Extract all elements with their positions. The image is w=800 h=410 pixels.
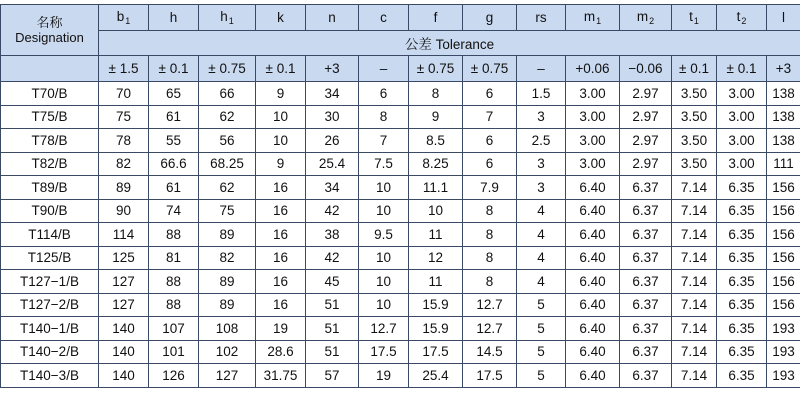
- value-cell: 6.37: [620, 340, 672, 364]
- value-cell: 81: [149, 246, 199, 270]
- value-cell: 34: [306, 176, 359, 200]
- designation-cell: T140−1/B: [1, 317, 99, 341]
- value-cell: 6.37: [620, 270, 672, 294]
- value-cell: 140: [99, 317, 149, 341]
- value-cell: 61: [149, 176, 199, 200]
- tolerance-cell: ± 0.75: [409, 56, 463, 82]
- value-cell: 3.00: [566, 82, 620, 106]
- value-cell: 17.5: [463, 364, 517, 388]
- value-cell: 7.14: [672, 223, 717, 247]
- value-cell: 6.40: [566, 246, 620, 270]
- value-cell: 3: [517, 152, 566, 176]
- designation-cell: T78/B: [1, 129, 99, 153]
- value-cell: 138: [767, 129, 800, 153]
- designation-cell: T125/B: [1, 246, 99, 270]
- designation-cell: T70/B: [1, 82, 99, 106]
- value-cell: 4: [517, 199, 566, 223]
- value-cell: 3.00: [566, 105, 620, 129]
- value-cell: 6.37: [620, 199, 672, 223]
- value-cell: 15.9: [409, 317, 463, 341]
- table-row: [1, 340, 800, 364]
- value-cell: 28.6: [256, 340, 306, 364]
- header-tolerance-row: [1, 56, 800, 82]
- value-cell: 10: [359, 176, 409, 200]
- designation-cell: T140−2/B: [1, 340, 99, 364]
- value-cell: 7: [359, 129, 409, 153]
- column-symbol: h: [220, 9, 228, 24]
- column-symbol: t: [736, 9, 741, 24]
- value-cell: 68.25: [199, 152, 256, 176]
- value-cell: 8: [463, 223, 517, 247]
- value-cell: 16: [256, 199, 306, 223]
- value-cell: 6: [359, 82, 409, 106]
- value-cell: 89: [199, 293, 256, 317]
- value-cell: 9: [409, 105, 463, 129]
- value-cell: 5: [517, 340, 566, 364]
- value-cell: 61: [149, 105, 199, 129]
- table-body: [1, 82, 800, 388]
- value-cell: 156: [767, 246, 800, 270]
- spec-table: [0, 4, 800, 388]
- value-cell: 16: [256, 223, 306, 247]
- column-header-c: [359, 5, 409, 31]
- value-cell: 6.37: [620, 364, 672, 388]
- value-cell: 17.5: [359, 340, 409, 364]
- value-cell: 19: [256, 317, 306, 341]
- designation-cell: T90/B: [1, 199, 99, 223]
- value-cell: 90: [99, 199, 149, 223]
- value-cell: 74: [149, 199, 199, 223]
- value-cell: 56: [199, 129, 256, 153]
- column-symbol: t: [689, 9, 693, 24]
- value-cell: 101: [149, 340, 199, 364]
- column-header-h1: [199, 5, 256, 31]
- value-cell: 2.97: [620, 129, 672, 153]
- table-row: [1, 246, 800, 270]
- value-cell: 82: [199, 246, 256, 270]
- value-cell: 6.40: [566, 317, 620, 341]
- designation-cell: T140−3/B: [1, 364, 99, 388]
- designation-cell: T75/B: [1, 105, 99, 129]
- table-row: [1, 223, 800, 247]
- column-symbol: k: [277, 10, 284, 25]
- value-cell: 8: [463, 270, 517, 294]
- value-cell: 45: [306, 270, 359, 294]
- value-cell: 6.37: [620, 317, 672, 341]
- column-header-t2: [717, 5, 767, 31]
- value-cell: 8: [463, 199, 517, 223]
- designation-cn: 名称: [36, 15, 63, 30]
- value-cell: 6.40: [566, 199, 620, 223]
- value-cell: 15.9: [409, 293, 463, 317]
- table-row: [1, 364, 800, 388]
- value-cell: 10: [359, 293, 409, 317]
- table-row: [1, 129, 800, 153]
- value-cell: 8: [463, 246, 517, 270]
- value-cell: 6.35: [717, 246, 767, 270]
- value-cell: 25.4: [409, 364, 463, 388]
- value-cell: 7.9: [463, 176, 517, 200]
- value-cell: 3.50: [672, 129, 717, 153]
- value-cell: 12: [409, 246, 463, 270]
- column-header-rs: [517, 5, 566, 31]
- value-cell: 25.4: [306, 152, 359, 176]
- header-symbol-row: [1, 5, 800, 31]
- column-subscript: 1: [228, 16, 234, 26]
- value-cell: 89: [99, 176, 149, 200]
- value-cell: 6.37: [620, 293, 672, 317]
- value-cell: 6.35: [717, 317, 767, 341]
- value-cell: 9.5: [359, 223, 409, 247]
- value-cell: 4: [517, 246, 566, 270]
- tolerance-cell: –: [517, 56, 566, 82]
- value-cell: 6.35: [717, 176, 767, 200]
- tolerance-cell: ± 0.1: [672, 56, 717, 82]
- value-cell: 3.50: [672, 105, 717, 129]
- designation-en: Designation: [15, 30, 84, 45]
- value-cell: 156: [767, 223, 800, 247]
- value-cell: 140: [99, 340, 149, 364]
- table-row: [1, 293, 800, 317]
- tolerance-cell: ± 0.75: [199, 56, 256, 82]
- value-cell: 3: [517, 176, 566, 200]
- column-symbol: l: [782, 10, 785, 25]
- designation-header-cell: [1, 5, 99, 56]
- column-header-b1: [99, 5, 149, 31]
- value-cell: 127: [99, 293, 149, 317]
- table-row: [1, 176, 800, 200]
- column-symbol: n: [328, 10, 336, 25]
- value-cell: 4: [517, 270, 566, 294]
- value-cell: 12.7: [463, 293, 517, 317]
- value-cell: 8.25: [409, 152, 463, 176]
- value-cell: 51: [306, 340, 359, 364]
- value-cell: 62: [199, 176, 256, 200]
- value-cell: 16: [256, 246, 306, 270]
- value-cell: 193: [767, 340, 800, 364]
- value-cell: 3.50: [672, 152, 717, 176]
- value-cell: 34: [306, 82, 359, 106]
- value-cell: 7.5: [359, 152, 409, 176]
- value-cell: 66: [199, 82, 256, 106]
- value-cell: 10: [359, 246, 409, 270]
- tolerance-cell: −0.06: [620, 56, 672, 82]
- column-header-n: [306, 5, 359, 31]
- tolerance-cell: ± 1.5: [99, 56, 149, 82]
- value-cell: 51: [306, 317, 359, 341]
- value-cell: 65: [149, 82, 199, 106]
- value-cell: 6.40: [566, 176, 620, 200]
- column-header-l: [767, 5, 800, 31]
- value-cell: 7.14: [672, 317, 717, 341]
- value-cell: 9: [256, 82, 306, 106]
- value-cell: 5: [517, 364, 566, 388]
- tolerance-cell: ± 0.1: [149, 56, 199, 82]
- header-tolerance-caption-row: [1, 31, 800, 56]
- value-cell: 7: [463, 105, 517, 129]
- value-cell: 102: [199, 340, 256, 364]
- column-header-m1: [566, 5, 620, 31]
- value-cell: 6.40: [566, 270, 620, 294]
- value-cell: 62: [199, 105, 256, 129]
- value-cell: 57: [306, 364, 359, 388]
- value-cell: 6.40: [566, 364, 620, 388]
- value-cell: 138: [767, 82, 800, 106]
- value-cell: 75: [99, 105, 149, 129]
- value-cell: 5: [517, 293, 566, 317]
- column-symbol: m: [583, 9, 596, 24]
- column-subscript: 1: [125, 16, 131, 26]
- column-header-t1: [672, 5, 717, 31]
- value-cell: 3: [517, 105, 566, 129]
- column-symbol: h: [169, 10, 178, 25]
- column-symbol: b: [116, 9, 125, 24]
- value-cell: 6.35: [717, 223, 767, 247]
- value-cell: 6.35: [717, 340, 767, 364]
- value-cell: 17.5: [409, 340, 463, 364]
- tolerance-cell: ± 0.75: [463, 56, 517, 82]
- value-cell: 6.35: [717, 270, 767, 294]
- table-row: [1, 199, 800, 223]
- value-cell: 16: [256, 270, 306, 294]
- tolerance-cell: +3: [306, 56, 359, 82]
- column-header-h: [149, 5, 199, 31]
- value-cell: 3.50: [672, 82, 717, 106]
- column-symbol: g: [485, 10, 494, 25]
- table-row: [1, 105, 800, 129]
- value-cell: 70: [99, 82, 149, 106]
- column-symbol: rs: [535, 10, 547, 25]
- value-cell: 42: [306, 246, 359, 270]
- value-cell: 6.35: [717, 199, 767, 223]
- tolerance-cell: –: [359, 56, 409, 82]
- value-cell: 6.40: [566, 223, 620, 247]
- value-cell: 1.5: [517, 82, 566, 106]
- value-cell: 42: [306, 199, 359, 223]
- value-cell: 6.37: [620, 246, 672, 270]
- column-subscript: 1: [693, 16, 699, 26]
- value-cell: 125: [99, 246, 149, 270]
- tolerance-cell: ± 0.1: [717, 56, 767, 82]
- value-cell: 107: [149, 317, 199, 341]
- designation-cell: T89/B: [1, 176, 99, 200]
- value-cell: 12.7: [359, 317, 409, 341]
- value-cell: 6: [463, 82, 517, 106]
- value-cell: 78: [99, 129, 149, 153]
- column-subscript: 2: [741, 16, 747, 26]
- value-cell: 3.00: [717, 129, 767, 153]
- value-cell: 114: [99, 223, 149, 247]
- value-cell: 2.97: [620, 152, 672, 176]
- designation-cell: T82/B: [1, 152, 99, 176]
- value-cell: 11: [409, 270, 463, 294]
- value-cell: 2.97: [620, 105, 672, 129]
- value-cell: 10: [256, 129, 306, 153]
- value-cell: 51: [306, 293, 359, 317]
- column-subscript: 1: [596, 16, 602, 26]
- value-cell: 3.00: [717, 105, 767, 129]
- value-cell: 10: [256, 105, 306, 129]
- value-cell: 19: [359, 364, 409, 388]
- value-cell: 7.14: [672, 293, 717, 317]
- value-cell: 11.1: [409, 176, 463, 200]
- value-cell: 127: [99, 270, 149, 294]
- designation-cell: T127−1/B: [1, 270, 99, 294]
- value-cell: 2.97: [620, 82, 672, 106]
- column-subscript: 2: [649, 16, 655, 26]
- value-cell: 6: [463, 129, 517, 153]
- value-cell: 4: [517, 223, 566, 247]
- value-cell: 8: [359, 105, 409, 129]
- value-cell: 26: [306, 129, 359, 153]
- value-cell: 3.00: [717, 82, 767, 106]
- value-cell: 5: [517, 317, 566, 341]
- tolerance-cell: +3: [767, 56, 800, 82]
- value-cell: 11: [409, 223, 463, 247]
- value-cell: 12.7: [463, 317, 517, 341]
- value-cell: 55: [149, 129, 199, 153]
- value-cell: 3.00: [566, 152, 620, 176]
- column-header-m2: [620, 5, 672, 31]
- table-header: [1, 5, 800, 82]
- column-symbol: m: [636, 9, 649, 24]
- value-cell: 193: [767, 317, 800, 341]
- value-cell: 75: [199, 199, 256, 223]
- value-cell: 30: [306, 105, 359, 129]
- value-cell: 9: [256, 152, 306, 176]
- value-cell: 3.00: [717, 152, 767, 176]
- value-cell: 82: [99, 152, 149, 176]
- value-cell: 6.37: [620, 176, 672, 200]
- value-cell: 66.6: [149, 152, 199, 176]
- value-cell: 108: [199, 317, 256, 341]
- tolerance-row-blank: [1, 56, 99, 82]
- value-cell: 140: [99, 364, 149, 388]
- value-cell: 89: [199, 223, 256, 247]
- value-cell: 156: [767, 176, 800, 200]
- value-cell: 126: [149, 364, 199, 388]
- value-cell: 88: [149, 223, 199, 247]
- designation-cell: T114/B: [1, 223, 99, 247]
- value-cell: 156: [767, 199, 800, 223]
- column-header-g: [463, 5, 517, 31]
- value-cell: 38: [306, 223, 359, 247]
- value-cell: 7.14: [672, 340, 717, 364]
- value-cell: 6: [463, 152, 517, 176]
- column-header-f: [409, 5, 463, 31]
- column-symbol: c: [380, 10, 387, 25]
- value-cell: 156: [767, 293, 800, 317]
- value-cell: 10: [359, 270, 409, 294]
- value-cell: 8: [409, 82, 463, 106]
- designation-cell: T127−2/B: [1, 293, 99, 317]
- value-cell: 16: [256, 176, 306, 200]
- value-cell: 156: [767, 270, 800, 294]
- value-cell: 7.14: [672, 364, 717, 388]
- value-cell: 88: [149, 293, 199, 317]
- tolerance-cell: +0.06: [566, 56, 620, 82]
- table-row: [1, 152, 800, 176]
- value-cell: 6.35: [717, 364, 767, 388]
- value-cell: 31.75: [256, 364, 306, 388]
- value-cell: 138: [767, 105, 800, 129]
- value-cell: 6.37: [620, 223, 672, 247]
- value-cell: 88: [149, 270, 199, 294]
- table-row: [1, 317, 800, 341]
- value-cell: 127: [199, 364, 256, 388]
- value-cell: 8.5: [409, 129, 463, 153]
- table-row: [1, 82, 800, 106]
- table-row: [1, 270, 800, 294]
- value-cell: 16: [256, 293, 306, 317]
- value-cell: 7.14: [672, 270, 717, 294]
- value-cell: 6.40: [566, 293, 620, 317]
- value-cell: 6.40: [566, 340, 620, 364]
- value-cell: 2.5: [517, 129, 566, 153]
- value-cell: 89: [199, 270, 256, 294]
- column-symbol: f: [433, 10, 438, 25]
- value-cell: 10: [409, 199, 463, 223]
- value-cell: 3.00: [566, 129, 620, 153]
- value-cell: 7.14: [672, 199, 717, 223]
- value-cell: 7.14: [672, 176, 717, 200]
- value-cell: 6.35: [717, 293, 767, 317]
- value-cell: 14.5: [463, 340, 517, 364]
- value-cell: 111: [767, 152, 800, 176]
- value-cell: 193: [767, 364, 800, 388]
- value-cell: 10: [359, 199, 409, 223]
- value-cell: 7.14: [672, 246, 717, 270]
- tolerance-caption: 公差 Tolerance: [99, 31, 800, 56]
- tolerance-cell: ± 0.1: [256, 56, 306, 82]
- column-header-k: [256, 5, 306, 31]
